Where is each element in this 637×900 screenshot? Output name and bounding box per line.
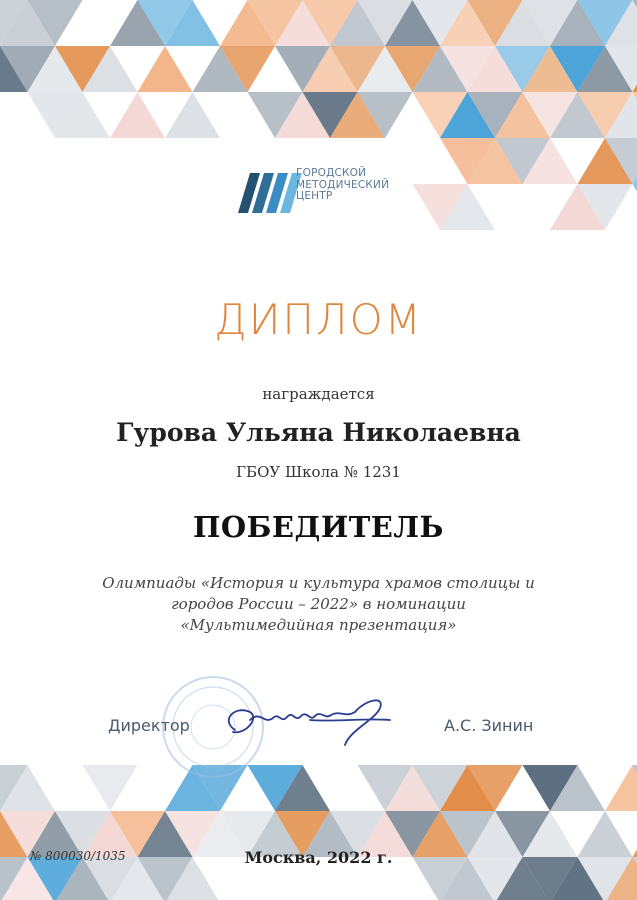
logo-text [296,168,389,203]
place-and-year: Москва, 2022 г. [244,848,393,867]
recipient-name: Гурова Ульяна Николаевна [116,418,521,447]
winner-status: ПОБЕДИТЕЛЬ [193,510,444,544]
olympiad-description [60,573,577,636]
certificate-number: № 800030/1035 [30,849,126,863]
logo-line-2: МЕТОДИЧЕСКИЙ [296,178,390,191]
school-name: ГБОУ Школа № 1231 [236,463,401,481]
description-line-2: городов России – 2022» в номинации [171,595,466,613]
director-name: А.С. Зинин [444,716,534,735]
director-signature [215,690,400,750]
pattern-triangle [605,765,637,811]
awarded-label: награждается [262,385,375,403]
pattern-triangle [165,92,220,138]
diploma-title: ДИПЛОМ [214,295,423,344]
director-label: Директор [108,716,190,735]
description-line-1: Олимпиады «История и культура храмов столицы и [102,574,535,592]
description-line-3: «Мультимедийная презентация» [180,616,457,634]
logo-line-3: ЦЕНТР [296,190,333,202]
pattern-triangle [83,765,138,811]
pattern-triangle [633,184,637,230]
pattern-triangle [110,92,165,138]
logo-line-1: ГОРОДСКОЙ [296,167,367,179]
decorative-triangle-pattern-bottom [0,765,637,900]
pattern-triangle [138,46,193,92]
